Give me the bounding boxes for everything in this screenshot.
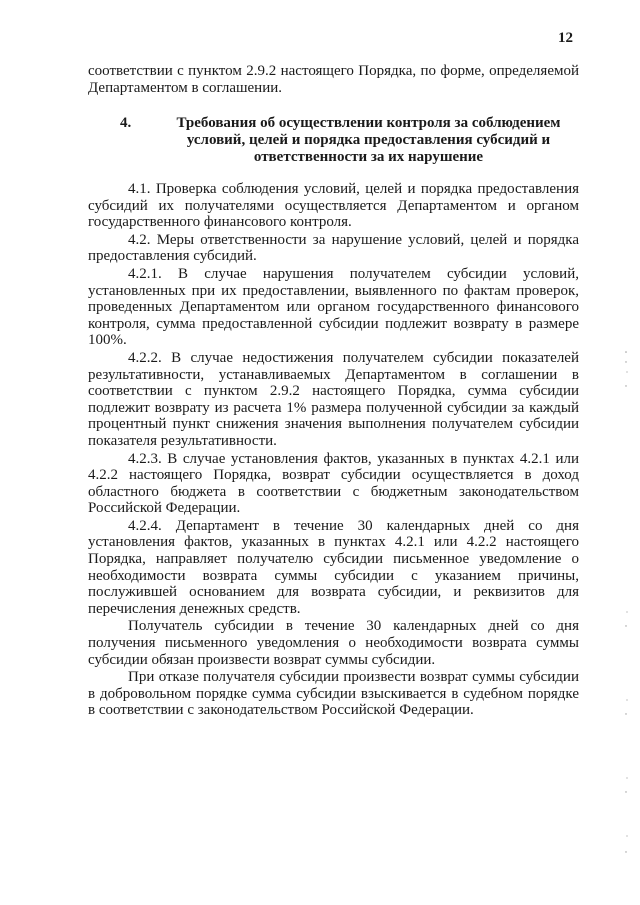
paragraph-4-1: 4.1. Проверка соблюдения условий, целей и порядка предоставления субсидий их получателями осуществляется Департаментом и органом государственного финансового контроля. bbox=[88, 181, 579, 231]
intro-paragraph: соответствии с пунктом 2.9.2 настоящего Порядка, по форме, определяемой Департаментом в соглашении. bbox=[88, 63, 579, 96]
paragraph-4-2-2: 4.2.2. В случае недостижения получателем субсидии показателей результативности, устанавливаемых Департаментом в соглашении в соответствии с пунктом 2.9.2 настоящего Порядка, сумма субсидии подлежит возврату из расчета 1% размера полученной субсидии за каждый процентный пункт снижения значения выполнения получателем субсидии показателя результативности. bbox=[88, 349, 579, 449]
page-number: 12 bbox=[558, 30, 573, 46]
paragraph-4-2-4: 4.2.4. Департамент в течение 30 календарных дней со дня установления фактов, указанных в пунктах 4.2.1 или 4.2.2 настоящего Порядка, направляет получателю субсидии письменное уведомление о необходимости возврата суммы субсидии с указанием причины, послужившей основанием для возврата субсидии, и реквизитов для перечисления денежных средств. bbox=[88, 517, 579, 617]
paragraph-refund-deadline: Получатель субсидии в течение 30 календарных дней со дня получения письменного уведомления о необходимости возврата суммы субсидии обязан произвести возврат суммы субсидии. bbox=[88, 618, 579, 668]
paragraph-4-2: 4.2. Меры ответственности за нарушение условий, целей и порядка предоставления субсидий. bbox=[88, 231, 579, 265]
paragraph-4-2-3: 4.2.3. В случае установления фактов, указанных в пунктах 4.2.1 или 4.2.2 настоящего Порядка, возврат субсидии осуществляется в доход областного бюджета в соответствии с бюджетным законодательством Российской Федерации. bbox=[88, 450, 579, 517]
paragraph-4-2-1: 4.2.1. В случае нарушения получателем субсидии условий, установленных при их предоставлении, выявленного по фактам проверок, проведенных Департаментом или органом государственного финансового контроля, сумма предоставленной субсидии подлежит возврату в размере 100%. bbox=[88, 265, 579, 349]
section-number: 4. bbox=[120, 115, 132, 131]
section-title: Требования об осуществлении контроля за соблюдением условий, целей и порядка предоставления субсидий и ответственности за их нарушение bbox=[176, 115, 561, 165]
paragraph-refusal: При отказе получателя субсидии произвести возврат суммы субсидии в добровольном порядке сумма субсидии взыскивается в судебном порядке в соответствии с законодательством Российской Федерации. bbox=[88, 669, 579, 719]
